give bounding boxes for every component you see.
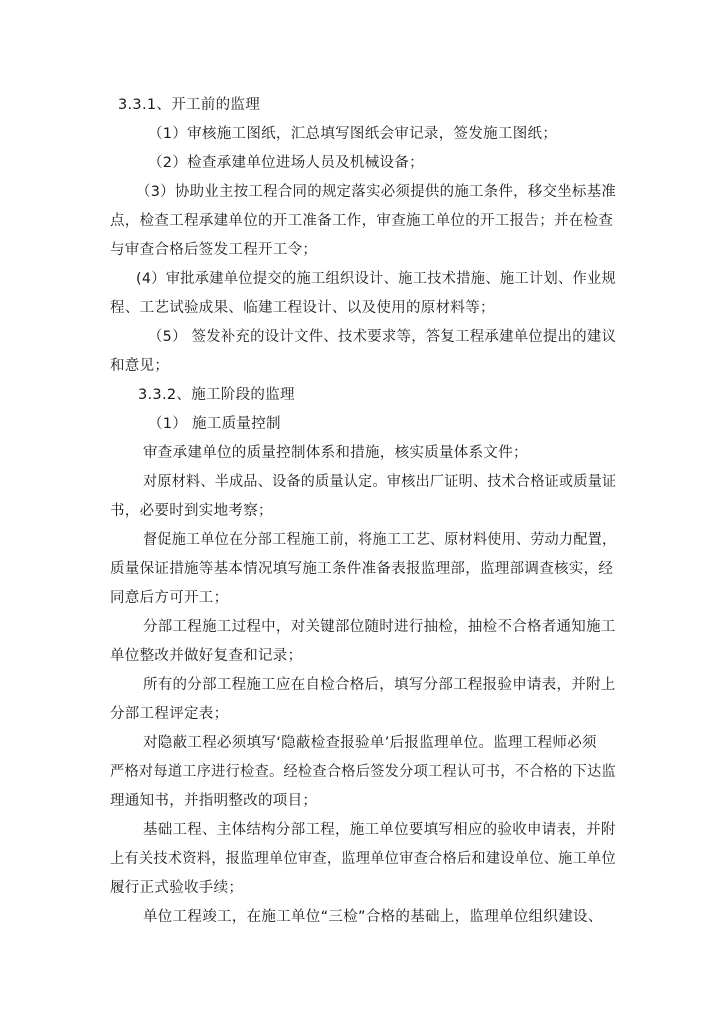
paragraph-line: 对隐蔽工程必须填写‘隐蔽检查报验单’后报监理单位。监理工程师必须	[143, 735, 597, 751]
paragraph-line: （3）协助业主按工程合同的规定落实必须提供的施工条件，移交坐标基准	[136, 184, 617, 200]
paragraph-line: （2）检查承建单位进场人员及机械设备；	[148, 155, 424, 171]
paragraph-line: 理通知书，并指明整改的项目；	[110, 793, 318, 809]
paragraph-line: 单位工程竣工，在施工单位“三检”合格的基础上，监理单位组织建设、	[143, 909, 603, 925]
paragraph-line: 上有关技术资料，报监理单位审查，监理单位审查合格后和建设单位、施工单位	[110, 851, 616, 867]
section-heading-3-3-2: 3.3.2、施工阶段的监理	[138, 387, 295, 403]
paragraph-line: （1）审核施工图纸，汇总填写图纸会审记录，签发施工图纸；	[148, 126, 558, 142]
paragraph-line: 所有的分部工程施工应在自检合格后，填写分部工程报验申请表，并附上	[143, 677, 616, 693]
paragraph-line: 同意后方可开工；	[110, 590, 229, 606]
paragraph-line: 程、工艺试验成果、临建工程设计、以及使用的原材料等；	[110, 300, 495, 316]
paragraph-line: 基础工程、主体结构分部工程，施工单位要填写相应的验收申请表，并附	[143, 822, 616, 838]
paragraph-line: （5） 签发补充的设计文件、技术要求等，答复工程承建单位提出的建议	[148, 329, 617, 345]
paragraph-line: 对原材料、半成品、设备的质量认定。审核出厂证明、技术合格证或质量证	[143, 474, 617, 490]
paragraph-line: 与审查合格后签发工程开工令；	[110, 242, 318, 258]
paragraph-line: 书，必要时到实地考察；	[110, 503, 273, 519]
paragraph-line: 严格对每道工序进行检查。经检查合格后签发分项工程认可书，不合格的下达监	[110, 764, 616, 780]
paragraph-line: (4）审批承建单位提交的施工组织设计、施工技术措施、施工计划、作业规	[136, 271, 617, 287]
paragraph-line: 点，检查工程承建单位的开工准备工作，审查施工单位的开工报告；并在检查	[110, 213, 614, 229]
paragraph-line: 分部工程评定表；	[110, 706, 229, 722]
section-heading-3-3-1: 3.3.1、开工前的监理	[118, 97, 260, 113]
paragraph-line: 和意见；	[110, 358, 170, 374]
subsection-heading: （1） 施工质量控制	[148, 416, 281, 432]
paragraph-line: 质量保证措施等基本情况填写施工条件准备表报监理部，监理部调查核实，经	[110, 561, 614, 577]
paragraph-line: 履行正式验收手续；	[110, 880, 244, 896]
paragraph-line: 分部工程施工过程中，对关键部位随时进行抽检，抽检不合格者通知施工	[143, 619, 616, 635]
paragraph-line: 审查承建单位的质量控制体系和措施，核实质量体系文件；	[143, 445, 528, 461]
paragraph-line: 督促施工单位在分部工程施工前，将施工工艺、原材料使用、劳动力配置，	[143, 532, 617, 548]
paragraph-line: 单位整改并做好复查和记录；	[110, 648, 303, 664]
